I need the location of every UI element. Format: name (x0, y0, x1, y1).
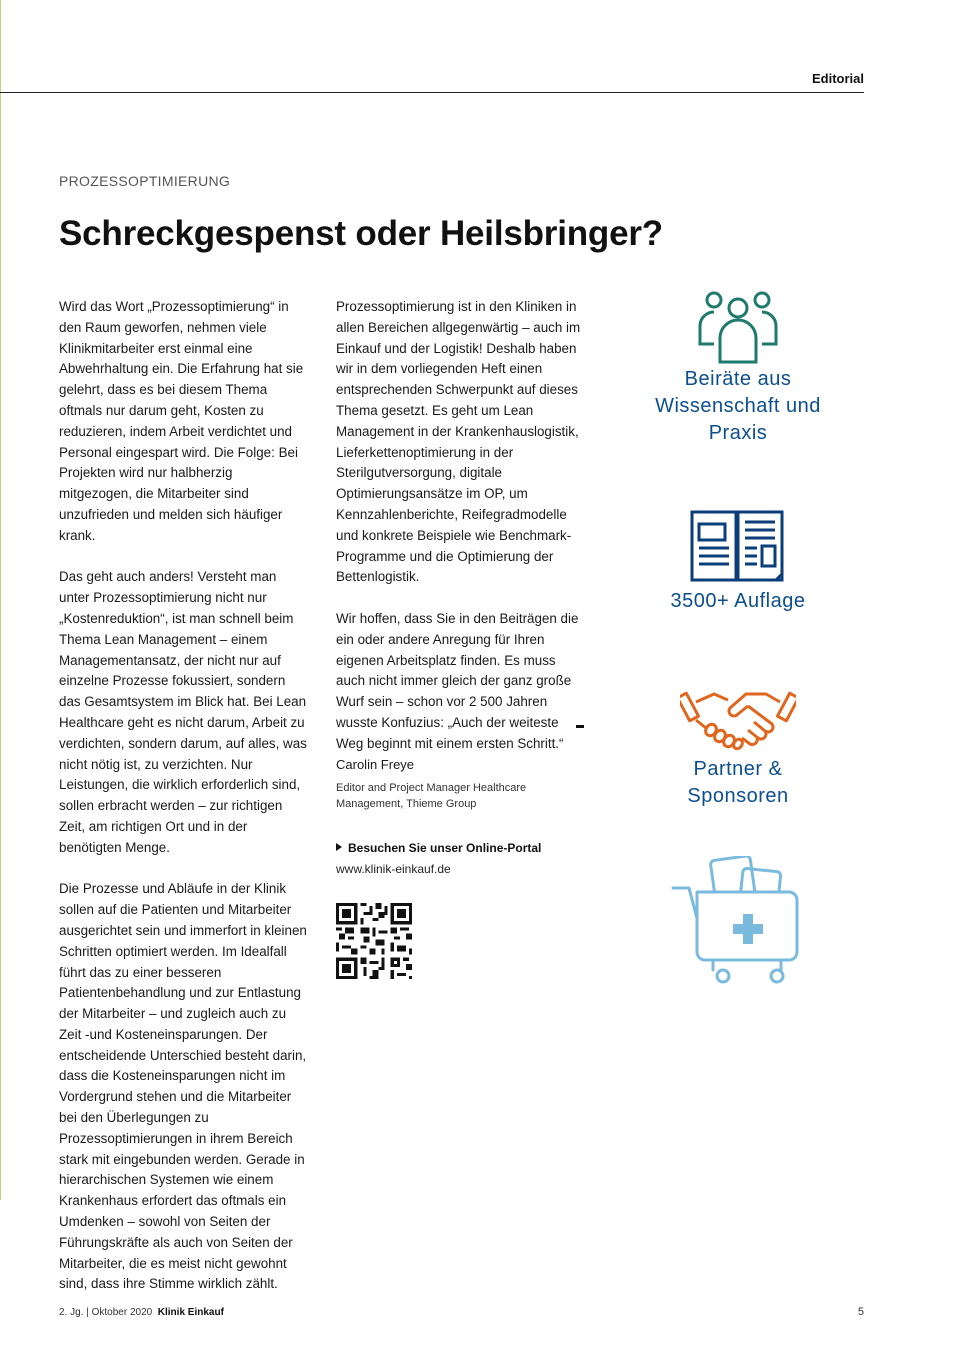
issue-info: 2. Jg. | Oktober 2020 (59, 1307, 153, 1318)
people-icon (696, 290, 780, 366)
article-column-1 (59, 297, 309, 1316)
article-column-2 (336, 297, 587, 775)
partners-text: Partner & Sponsoren (687, 758, 789, 807)
paragraph: Das geht auch anders! Versteht man unter Prozessoptimierung nicht nur „Kostenreduktion“, ist man schnell beim Thema Lean Management – einem Managementansatz, der nicht nur auf einzelne Prozesse fokussiert, sondern das Gesamtsystem im Blick hat. Bei Lean Healthcare geht es nicht darum, Arbeit zu verdichten, sondern darum, auf alles, was nicht nötig ist, zu verzichten. Nur Leistungen, die wirklich erforderlich sind, sollen erbracht werden – zur richtigen Zeit, am richtigen Ort und in der benötigten Menge. (59, 569, 307, 855)
paragraph: Wir hoffen, dass Sie in den Beiträgen die ein oder andere Anregung für Ihren eigenen Arbeitsplatz finden. Es muss auch nicht immer gleich der ganz große Wurf sein – schon vor 2 500 Jahren wusste Konfuzius: „Auch der weiteste Weg beginnt mit einem ersten Schritt.“ (336, 610, 579, 751)
page-edge-rule (0, 0, 1, 1200)
advisors-info (650, 290, 826, 447)
medical-cart-icon (671, 856, 805, 988)
portal-url-link[interactable]: www.klinik-einkauf.de (336, 862, 451, 876)
magazine-icon (688, 508, 788, 584)
section-label: Editorial (811, 71, 864, 86)
handshake-icon (680, 680, 796, 750)
partners-info (650, 680, 826, 810)
page-number: 5 (857, 1306, 864, 1318)
paragraph: Die Prozesse und Abläufe in der Klinik sollen auf die Patienten und Mitarbeiter ausgerichtet sein und immerfort in kleinen Schritten optimiert werden. Im Idealfall führt das zu einer besseren Patientenbehandlung und zur Entlastung der Mitarbeiter – und zugleich auch zu Zeit -und Kosteneinsparungen. Der entscheidende Unterschied besteht darin, dass die Kosteneinsparungen nicht im Vordergrund stehen und die Mitarbeiter bei den Überlegungen zu Prozessoptimierungen in ihrem Bereich stark mit eingebunden werden. Gerade in hierarchischen Systemen wie einem Krankenhaus erfordert das oftmals ein Umdenken – sowohl von Seiten der Führungskräfte als auch von Seiten der Mitarbeiter, die es meist nicht gewohnt sind, dass ihre Stimme wirklich zählt. (59, 881, 307, 1292)
article-kicker: PROZESSOPTIMIERUNG (59, 173, 231, 189)
article-end-mark (576, 725, 584, 728)
author-role: Editor and Project Manager Healthcare Management, Thieme Group (336, 782, 527, 810)
online-portal-label: Besuchen Sie unser Online-Portal (348, 841, 542, 855)
arrow-right-icon (336, 843, 342, 851)
author-name: Carolin Freye (336, 757, 415, 772)
footer-issue (59, 1307, 224, 1318)
qr-code-icon[interactable] (336, 903, 412, 979)
circulation-text: 3500+ Auflage (670, 590, 806, 612)
article-title: Schreckgespenst oder Heilsbringer? (59, 214, 663, 253)
online-portal-link[interactable] (336, 841, 541, 855)
circulation-info (650, 508, 826, 615)
publication-name: Klinik Einkauf (157, 1307, 224, 1318)
paragraph: Wird das Wort „Prozessoptimierung“ in den Raum geworfen, nehmen viele Klinikmitarbeiter erst einmal eine Abwehrhaltung ein. Die Erfahrung hat sie gelehrt, dass es bei diesem Thema oftmals nur darum geht, Kosten zu reduzieren, indem Arbeit verdichtet und Personal eingespart wird. Die Folge: Bei Projekten wird nur halbherzig mitgezogen, die Mitarbeiter sind unzufrieden und melden sich häufiger krank. (59, 299, 304, 543)
medical-cart-info (650, 856, 826, 988)
header-divider (0, 92, 864, 93)
advisors-text: Beiräte aus Wissenschaft und Praxis (655, 368, 821, 444)
paragraph: Prozessoptimierung ist in den Kliniken in allen Bereichen allgegenwärtig – auch im Einkauf und der Logistik! Deshalb haben wir in dem vorliegenden Heft einen entsprechenden Schwerpunkt auf dieses Thema gesetzt. Es geht um Lean Management in der Krankenhauslogistik, Lieferkettenoptimierung in der Sterilgutversorgung, digitale Optimierungsansätze im OP, um Kennzahlenberichte, Reifegradmodelle und konkrete Beispiele wie Benchmark-Programme und die Optimierung der Bettenlogistik. (336, 299, 581, 585)
